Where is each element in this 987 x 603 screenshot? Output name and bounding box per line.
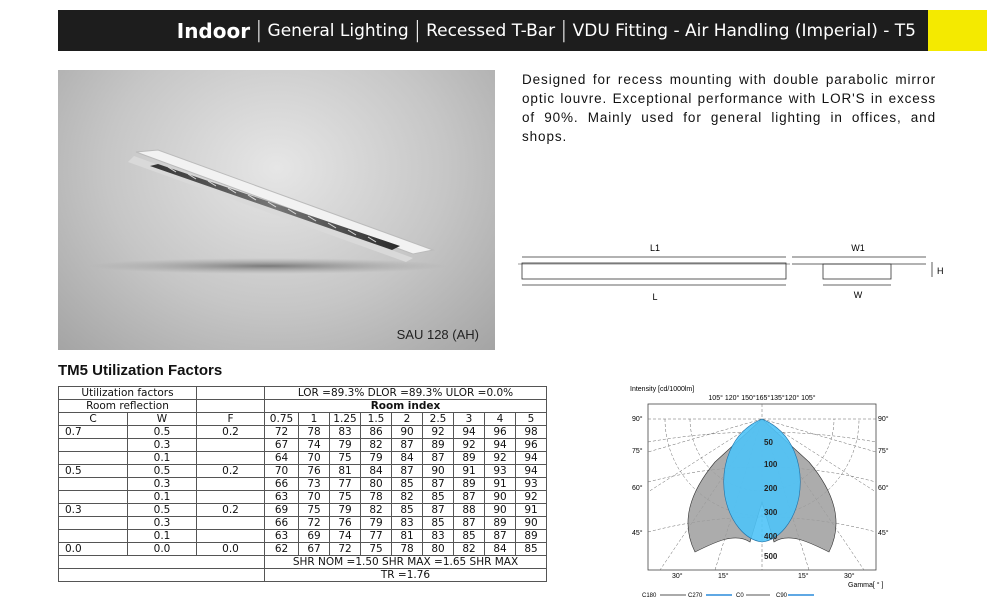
cell-value: 74 <box>330 530 361 543</box>
header-separator: | <box>560 18 568 43</box>
cell-w: 0.3 <box>128 478 197 491</box>
cell-value: 78 <box>361 491 392 504</box>
cell-c <box>59 491 128 504</box>
cell-value: 93 <box>485 465 516 478</box>
cell-c: 0.5 <box>59 465 128 478</box>
header-separator: | <box>413 18 422 43</box>
cell-value: 85 <box>392 478 423 491</box>
room-index-header: 0.75 <box>265 413 299 426</box>
cell-w: 0.1 <box>128 530 197 543</box>
bottom-angle: 30° <box>844 573 855 580</box>
left-angle: 75° <box>632 448 643 455</box>
cell-value: 75 <box>299 504 330 517</box>
cell-value: 90 <box>423 465 454 478</box>
cell-value: 87 <box>392 465 423 478</box>
cell-value: 73 <box>299 478 330 491</box>
polar-ylabel: Intensity [cd/1000lm] <box>630 386 695 393</box>
cell-value: 64 <box>265 452 299 465</box>
cell-w: 0.5 <box>128 426 197 439</box>
cell-value: 94 <box>485 439 516 452</box>
room-index-header: 2 <box>392 413 423 426</box>
cell-f <box>197 478 265 491</box>
dim-l-label: L <box>652 292 658 302</box>
legend-label: C270 <box>688 593 703 599</box>
cell-value: 89 <box>454 478 485 491</box>
cell-value: 85 <box>423 517 454 530</box>
photo-caption: SAU 128 (AH) <box>396 327 479 342</box>
cell-value: 75 <box>330 452 361 465</box>
room-index-header: 5 <box>516 413 547 426</box>
cell-value: 75 <box>361 543 392 556</box>
cell-value: 69 <box>265 504 299 517</box>
cell-c <box>59 517 128 530</box>
shr-values: SHR NOM =1.50 SHR MAX =1.65 SHR MAX <box>265 556 547 569</box>
cell-value: 78 <box>299 426 330 439</box>
cell-value: 92 <box>423 426 454 439</box>
cell-w: 0.1 <box>128 452 197 465</box>
dim-l1-label: L1 <box>649 243 661 253</box>
room-index-header: 1.5 <box>361 413 392 426</box>
cell-value: 80 <box>423 543 454 556</box>
cell-value: 87 <box>392 439 423 452</box>
cell-w: 0.0 <box>128 543 197 556</box>
table-row <box>59 400 547 413</box>
cell-f <box>197 517 265 530</box>
radial-label: 400 <box>764 532 778 541</box>
room-index-header: 1.25 <box>330 413 361 426</box>
legend-label: C0 <box>736 593 744 599</box>
table-row <box>59 439 547 452</box>
header-category: Indoor <box>176 18 251 43</box>
cell-value: 93 <box>516 478 547 491</box>
cell-value: 84 <box>392 452 423 465</box>
bottom-angle: 15° <box>718 573 729 580</box>
cell-value: 66 <box>265 478 299 491</box>
radial-label: 200 <box>764 484 778 493</box>
cell-value: 87 <box>423 478 454 491</box>
cell-f <box>197 491 265 504</box>
right-angle: 90° <box>878 416 889 423</box>
cell-f <box>197 452 265 465</box>
left-angle: 90° <box>632 416 643 423</box>
cell-f <box>197 439 265 452</box>
cell-value: 76 <box>299 465 330 478</box>
cell-value: 82 <box>454 543 485 556</box>
left-angle: 60° <box>632 485 643 492</box>
cell-value: 90 <box>392 426 423 439</box>
header-separator: | <box>255 18 263 43</box>
cell-value: 96 <box>485 426 516 439</box>
cell-value: 89 <box>485 517 516 530</box>
table-row <box>59 556 547 569</box>
radial-label: 50 <box>764 438 773 447</box>
table-row <box>59 569 547 582</box>
cell-f: 0.0 <box>197 543 265 556</box>
cell-value: 85 <box>423 491 454 504</box>
room-index-header: 4 <box>485 413 516 426</box>
cell-value: 67 <box>299 543 330 556</box>
cell-value: 94 <box>516 465 547 478</box>
table-header-row <box>59 413 547 426</box>
bottom-angle: 15° <box>798 573 809 580</box>
cell-value: 83 <box>330 426 361 439</box>
room-index-header: 1 <box>299 413 330 426</box>
cell-value: 94 <box>454 426 485 439</box>
cell-value: 90 <box>485 504 516 517</box>
cell-c <box>59 478 128 491</box>
table-label-factors: Utilization factors <box>59 387 197 400</box>
cell-value: 69 <box>299 530 330 543</box>
right-angle: 45° <box>878 530 889 537</box>
cell-value: 96 <box>516 439 547 452</box>
col-header-w: W <box>128 413 197 426</box>
cell-value: 87 <box>423 452 454 465</box>
utilization-title: TM5 Utilization Factors <box>58 362 223 379</box>
cell-value: 63 <box>265 530 299 543</box>
table-row <box>59 530 547 543</box>
cell-value: 74 <box>299 439 330 452</box>
cell-value: 87 <box>485 530 516 543</box>
cell-value: 79 <box>361 452 392 465</box>
lor-values: LOR =89.3% DLOR =89.3% ULOR =0.0% <box>265 387 547 400</box>
header-mounting: Recessed T-Bar <box>426 20 556 41</box>
cell-value: 85 <box>516 543 547 556</box>
cell-w: 0.1 <box>128 491 197 504</box>
dim-w-label: W <box>853 290 863 300</box>
table-row <box>59 543 547 556</box>
cell-value: 90 <box>485 491 516 504</box>
page-header <box>58 10 928 51</box>
table-row <box>59 452 547 465</box>
cell-value: 84 <box>361 465 392 478</box>
cell-value: 94 <box>516 452 547 465</box>
cell-value: 83 <box>392 517 423 530</box>
cell-c <box>59 530 128 543</box>
cell-value: 70 <box>299 491 330 504</box>
cell-value: 72 <box>330 543 361 556</box>
cell-value: 75 <box>330 491 361 504</box>
cell-value: 81 <box>330 465 361 478</box>
polar-top-angles: 105° 120° 150°165°135°120° 105° <box>708 395 816 402</box>
polar-curve-c0 <box>724 419 800 542</box>
cell-value: 70 <box>265 465 299 478</box>
cell-value: 89 <box>454 452 485 465</box>
col-header-f: F <box>197 413 265 426</box>
cell-value: 76 <box>330 517 361 530</box>
cell-value: 77 <box>361 530 392 543</box>
radial-label: 300 <box>764 508 778 517</box>
radial-label: 100 <box>764 460 778 469</box>
table-row <box>59 478 547 491</box>
cell-value: 85 <box>454 530 485 543</box>
cell-c: 0.0 <box>59 543 128 556</box>
cell-value: 62 <box>265 543 299 556</box>
right-angle: 75° <box>878 448 889 455</box>
cell-c <box>59 439 128 452</box>
dim-h-label: H <box>937 266 944 276</box>
product-photo <box>58 70 495 350</box>
utilization-table <box>58 386 547 582</box>
product-description: Designed for recess mounting with double parabolic mirror optic louvre. Exceptional performance with LOR'S in excess of 90%. Mainly used for general lighting in offices, and shops. <box>522 72 936 144</box>
dimension-drawing <box>518 240 948 305</box>
cell-value: 82 <box>392 491 423 504</box>
left-angle: 45° <box>632 530 643 537</box>
legend-label: C90 <box>776 593 788 599</box>
header-subcategory: General Lighting <box>267 20 409 41</box>
polar-diagram <box>620 382 890 602</box>
cell-c: 0.7 <box>59 426 128 439</box>
col-header-c: C <box>59 413 128 426</box>
header-product: VDU Fitting - Air Handling (Imperial) - T5 <box>572 20 916 41</box>
cell-value: 78 <box>392 543 423 556</box>
cell-value: 72 <box>265 426 299 439</box>
table-row <box>59 426 547 439</box>
cell-value: 82 <box>361 504 392 517</box>
cell-c <box>59 452 128 465</box>
cell-w: 0.3 <box>128 517 197 530</box>
cell-value: 82 <box>361 439 392 452</box>
cell-value: 66 <box>265 517 299 530</box>
cell-value: 92 <box>454 439 485 452</box>
cell-value: 83 <box>423 530 454 543</box>
cell-value: 84 <box>485 543 516 556</box>
polar-legend <box>642 593 814 599</box>
cell-value: 91 <box>516 504 547 517</box>
cell-value: 72 <box>299 517 330 530</box>
cell-c: 0.3 <box>59 504 128 517</box>
cell-value: 89 <box>516 530 547 543</box>
cell-value: 92 <box>485 452 516 465</box>
cell-value: 87 <box>423 504 454 517</box>
cell-value: 79 <box>330 439 361 452</box>
room-index-label: Room index <box>265 400 547 413</box>
cell-w: 0.5 <box>128 504 197 517</box>
cell-value: 92 <box>516 491 547 504</box>
cell-value: 79 <box>361 517 392 530</box>
room-index-header: 3 <box>454 413 485 426</box>
table-row <box>59 504 547 517</box>
cell-value: 80 <box>361 478 392 491</box>
table-row <box>59 387 547 400</box>
room-index-header: 2.5 <box>423 413 454 426</box>
cell-value: 77 <box>330 478 361 491</box>
cell-value: 86 <box>361 426 392 439</box>
luminaire-illustration <box>58 70 495 350</box>
tr-value: TR =1.76 <box>265 569 547 582</box>
cell-f: 0.2 <box>197 426 265 439</box>
accent-block <box>928 10 987 51</box>
table-label-reflection: Room reflection <box>59 400 197 413</box>
right-angle: 60° <box>878 485 889 492</box>
table-row <box>59 517 547 530</box>
cell-value: 63 <box>265 491 299 504</box>
cell-value: 90 <box>516 517 547 530</box>
table-row <box>59 491 547 504</box>
cell-w: 0.3 <box>128 439 197 452</box>
cell-value: 98 <box>516 426 547 439</box>
table-row <box>59 465 547 478</box>
cell-value: 79 <box>330 504 361 517</box>
cell-value: 89 <box>423 439 454 452</box>
cell-value: 81 <box>392 530 423 543</box>
cell-value: 87 <box>454 517 485 530</box>
legend-label: C180 <box>642 593 657 599</box>
cell-value: 88 <box>454 504 485 517</box>
cell-f <box>197 530 265 543</box>
radial-label: 500 <box>764 552 778 561</box>
gamma-label: Gamma[ ° ] <box>848 582 884 589</box>
cell-value: 87 <box>454 491 485 504</box>
bottom-angle: 30° <box>672 573 683 580</box>
cell-w: 0.5 <box>128 465 197 478</box>
cell-value: 91 <box>485 478 516 491</box>
cell-value: 91 <box>454 465 485 478</box>
cell-value: 70 <box>299 452 330 465</box>
cell-f: 0.2 <box>197 504 265 517</box>
cell-value: 67 <box>265 439 299 452</box>
cell-value: 85 <box>392 504 423 517</box>
dim-w1-label: W1 <box>851 243 865 253</box>
cell-f: 0.2 <box>197 465 265 478</box>
